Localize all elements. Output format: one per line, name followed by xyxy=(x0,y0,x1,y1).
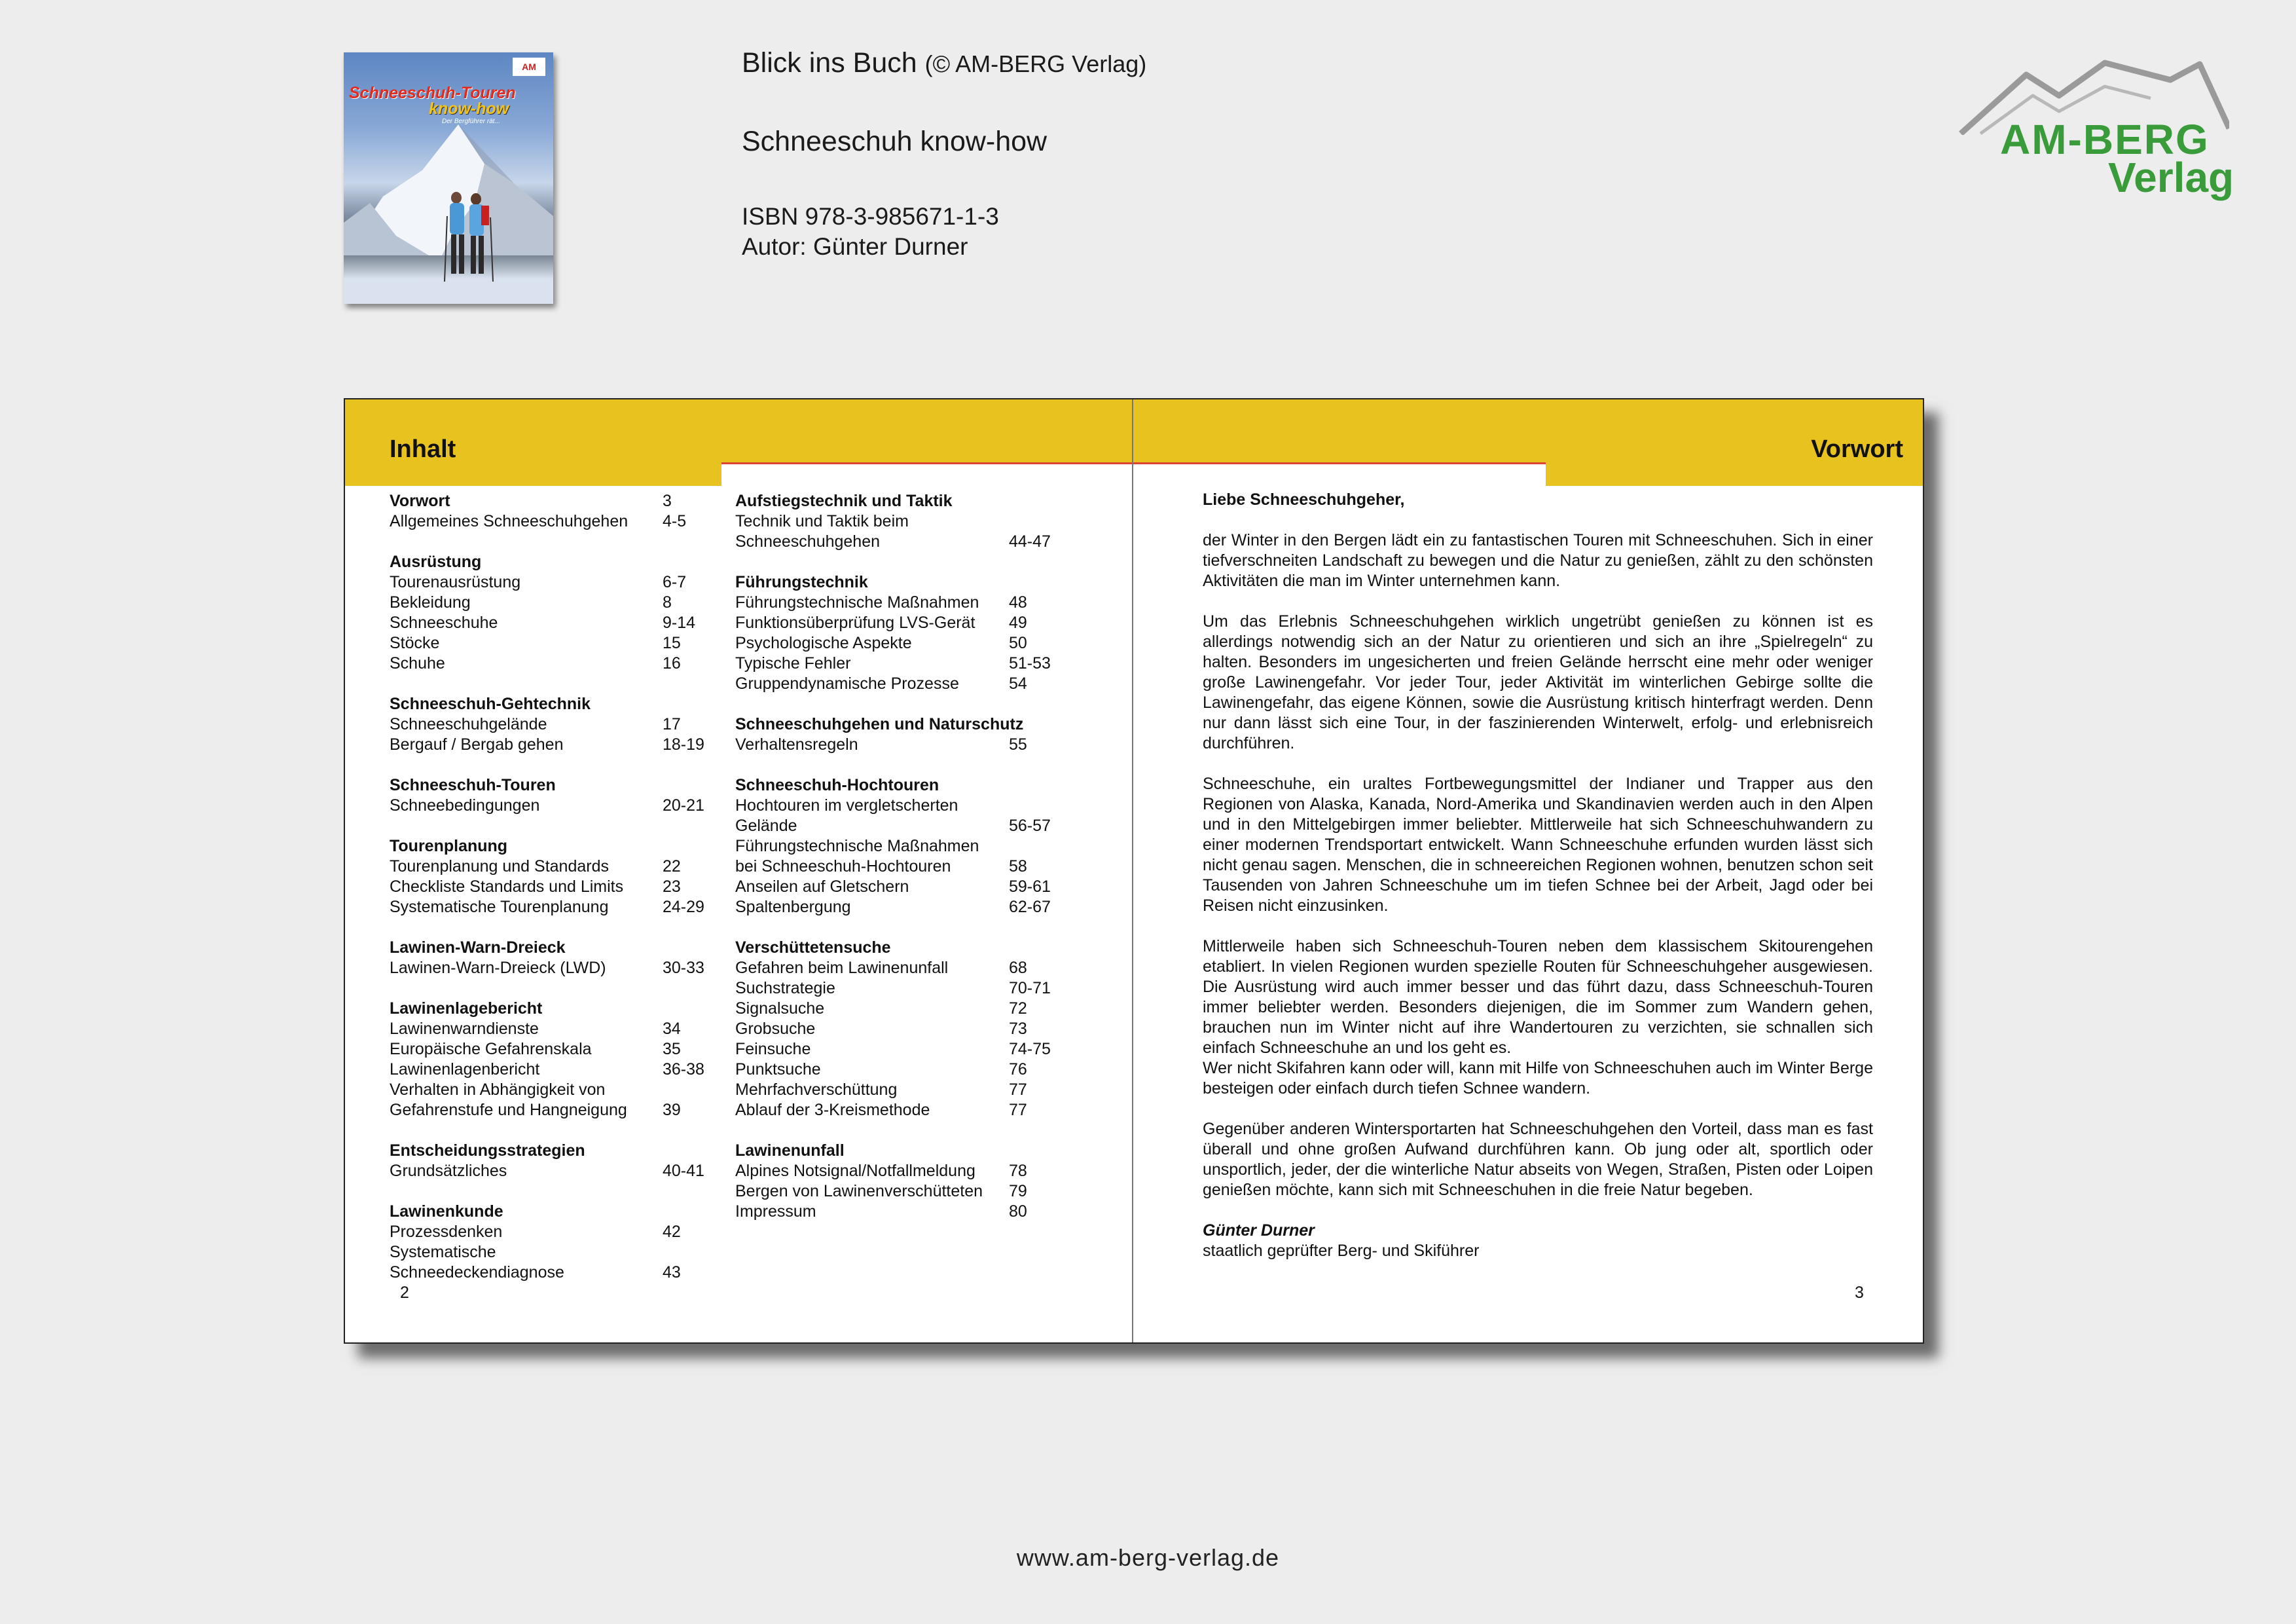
toc-entry xyxy=(735,897,1063,917)
toc-entry xyxy=(390,877,710,897)
toc-entry-title: Tourenausrüstung xyxy=(390,573,521,591)
toc-entry-title: Grobsuche xyxy=(735,1020,816,1038)
toc-entry-page: 59-61 xyxy=(1009,877,1051,896)
toc-entry-title: Europäische Gefahrenskala xyxy=(390,1040,592,1058)
right-band-notch xyxy=(1133,462,1546,490)
toc-entry xyxy=(390,938,710,958)
author: Autor: Günter Durner xyxy=(742,233,968,260)
logo-brand-name: AM-BERG xyxy=(2000,116,2210,163)
isbn: ISBN 978-3-985671-1-3 xyxy=(742,203,999,230)
toc-entry-title: Lawinenwarndienste xyxy=(390,1020,539,1038)
toc-entry xyxy=(735,714,1063,735)
toc-entry-page: 49 xyxy=(1009,614,1027,632)
toc-entry-page: 77 xyxy=(1009,1080,1027,1099)
toc-entry-title: Lawinenunfall xyxy=(735,1141,845,1160)
signature-title: staatlich geprüfter Berg- und Skiführer xyxy=(1203,1242,1480,1260)
toc-entry-title: Mehrfachverschüttung xyxy=(735,1080,898,1099)
signature-name: Günter Durner xyxy=(1203,1221,1315,1240)
toc-entry-page: 42 xyxy=(663,1223,681,1241)
toc-entry-page: 15 xyxy=(663,634,681,652)
toc-entry-title: Checkliste Standards und Limits xyxy=(390,877,624,896)
toc-entry-page: 30-33 xyxy=(663,959,704,977)
toc-entry-title: Bergen von Lawinenverschütteten xyxy=(735,1182,983,1200)
toc-entry xyxy=(735,958,1063,978)
toc-entry-title: Punktsuche xyxy=(735,1060,821,1079)
toc-entry xyxy=(390,674,710,694)
toc-entry xyxy=(735,1161,1063,1181)
toc-entry-page: 62-67 xyxy=(1009,898,1051,916)
toc-entry-page: 8 xyxy=(663,593,672,612)
toc-entry xyxy=(735,572,1063,593)
toc-entry xyxy=(390,572,710,593)
foreword-paragraph-2: Um das Erlebnis Schneeschuhgehen wirklich ungetrübt genießen zu können ist es allerdings notwendig sich an der Natur zu orientieren und sich an ihre „Spielregeln“ zu halten. Besonders im ungesicherten und freien Gelände herrscht eine mehr oder weniger große Lawinengefahr. Vor jeder Tour, jeder Aktivität im winterlichen Gebirge sollte die Lawinengefahr, das eigene Können, sowie die Ausrüstung kritisch hinterfragt werden. Denn nur dann lässt sich eine Tour, in der faszinierenden Winterwelt, erfolg- und erlebnisreich durchführen. xyxy=(1203,612,1873,752)
toc-entry xyxy=(390,1141,710,1161)
toc-entry xyxy=(390,491,710,511)
toc-entry-title: Schneebedingungen xyxy=(390,796,540,815)
toc-entry-title: Lawinenlagebericht xyxy=(390,999,543,1018)
toc-entry xyxy=(735,735,1063,755)
toc-entry xyxy=(735,552,1063,572)
toc-entry-title: Verhalten in Abhängigkeit von xyxy=(390,1080,606,1099)
toc-column-2 xyxy=(735,491,1063,1222)
right-page-heading: Vorwort xyxy=(1811,435,1903,463)
toc-entry-title: Verhaltensregeln xyxy=(735,735,858,754)
toc-entry xyxy=(735,532,1063,552)
toc-entry xyxy=(390,1100,710,1120)
toc-entry xyxy=(390,1120,710,1141)
toc-entry-page: 68 xyxy=(1009,959,1027,977)
toc-entry-title: Tourenplanung xyxy=(390,837,508,855)
toc-entry-page: 40-41 xyxy=(663,1162,704,1180)
toc-entry-title: Schuhe xyxy=(390,654,445,673)
toc-entry-page: 48 xyxy=(1009,593,1027,612)
foreword-text xyxy=(1203,490,1873,1261)
toc-entry xyxy=(390,1222,710,1242)
book-spread xyxy=(344,398,1924,1344)
toc-entry xyxy=(390,958,710,978)
toc-entry-page: 51-53 xyxy=(1009,654,1051,673)
toc-entry xyxy=(390,917,710,938)
toc-entry-title: Typische Fehler xyxy=(735,654,851,673)
toc-entry xyxy=(390,1242,710,1263)
toc-entry xyxy=(735,857,1063,877)
toc-entry-title: Führungstechnik xyxy=(735,573,868,591)
toc-entry xyxy=(735,633,1063,654)
toc-entry xyxy=(390,816,710,836)
toc-entry-page: 4-5 xyxy=(663,512,687,530)
toc-entry-title: Bekleidung xyxy=(390,593,471,612)
foreword-paragraph-5: Wer nicht Skifahren kann oder will, kann mit Hilfe von Schneeschuhen auch im Winter Berge besteigen oder einfach durch tiefen Schnee wandern. xyxy=(1203,1059,1873,1098)
toc-entry-title: Gefahrenstufe und Hangneigung xyxy=(390,1101,627,1119)
toc-entry xyxy=(390,735,710,755)
toc-entry xyxy=(390,613,710,633)
right-page-number: 3 xyxy=(1855,1283,1864,1302)
toc-entry-title: Impressum xyxy=(735,1202,816,1221)
toc-entry xyxy=(735,836,1063,857)
toc-entry xyxy=(390,1181,710,1202)
toc-entry-page: 3 xyxy=(663,492,672,510)
toc-entry-page: 50 xyxy=(1009,634,1027,652)
toc-column-1 xyxy=(390,491,710,1283)
toc-entry xyxy=(390,775,710,796)
toc-entry-title: Lawinenlagenbericht xyxy=(390,1060,540,1079)
toc-entry-title: Technik und Taktik beim xyxy=(735,512,909,530)
toc-entry-page: 17 xyxy=(663,715,681,733)
toc-entry xyxy=(390,1080,710,1100)
toc-entry xyxy=(735,775,1063,796)
toc-entry-title: Gruppendynamische Prozesse xyxy=(735,674,959,693)
toc-entry-title: Feinsuche xyxy=(735,1040,811,1058)
toc-entry-title: Aufstiegstechnik und Taktik xyxy=(735,492,953,510)
toc-entry-title: Lawinen-Warn-Dreieck (LWD) xyxy=(390,959,606,977)
toc-entry xyxy=(390,694,710,714)
left-band-notch xyxy=(721,462,1132,490)
toc-entry xyxy=(735,1202,1063,1222)
toc-entry-title: Spaltenbergung xyxy=(735,898,851,916)
toc-entry-title: Verschüttetensuche xyxy=(735,938,891,957)
toc-entry xyxy=(735,1080,1063,1100)
toc-entry-title: Gefahren beim Lawinenunfall xyxy=(735,959,949,977)
toc-entry-title: Schneeschuh-Touren xyxy=(390,776,556,794)
foreword-paragraph-1: der Winter in den Bergen lädt ein zu fantastischen Touren mit Schneeschuhen. Sich in einer tiefverschneiten Landschaft zu bewegen und die Natur zu genießen, zählt zu den schönsten Aktivitäten die man im Winter unternehmen kann. xyxy=(1203,531,1873,590)
toc-entry xyxy=(390,654,710,674)
toc-entry-title: Tourenplanung und Standards xyxy=(390,857,609,876)
toc-entry-page: 78 xyxy=(1009,1162,1027,1180)
toc-entry xyxy=(735,1039,1063,1060)
toc-entry-title: Entscheidungsstrategien xyxy=(390,1141,585,1160)
toc-entry xyxy=(390,1263,710,1283)
toc-entry xyxy=(735,978,1063,999)
toc-entry xyxy=(735,796,1063,816)
logo-brand-sub: Verlag xyxy=(2108,154,2234,201)
toc-entry xyxy=(735,694,1063,714)
toc-entry-page: 70-71 xyxy=(1009,979,1051,997)
toc-entry-page: 44-47 xyxy=(1009,532,1051,551)
toc-entry-title: Funktionsüberprüfung LVS-Gerät xyxy=(735,614,975,632)
toc-entry-title: Systematische Tourenplanung xyxy=(390,898,609,916)
toc-entry xyxy=(390,714,710,735)
toc-entry-page: 72 xyxy=(1009,999,1027,1018)
book-cover-image xyxy=(344,52,553,304)
toc-entry xyxy=(735,491,1063,511)
copyright-note: (© AM-BERG Verlag) xyxy=(924,50,1147,77)
toc-entry-title: Psychologische Aspekte xyxy=(735,634,912,652)
toc-entry-title: bei Schneeschuh-Hochtouren xyxy=(735,857,951,876)
toc-entry-title: Allgemeines Schneeschuhgehen xyxy=(390,512,629,530)
toc-entry xyxy=(390,1039,710,1060)
toc-entry xyxy=(390,836,710,857)
book-spine xyxy=(1132,399,1133,1342)
toc-entry xyxy=(390,978,710,999)
preview-title-line xyxy=(742,47,1146,79)
toc-entry-title: Ausrüstung xyxy=(390,553,482,571)
toc-entry-page: 43 xyxy=(663,1263,681,1282)
toc-entry-title: Ablauf der 3-Kreismethode xyxy=(735,1101,930,1119)
toc-entry-page: 39 xyxy=(663,1101,681,1119)
toc-entry-page: 76 xyxy=(1009,1060,1027,1079)
toc-entry-title: Schneeschuh-Hochtouren xyxy=(735,776,939,794)
toc-entry xyxy=(390,1019,710,1039)
toc-entry-title: Bergauf / Bergab gehen xyxy=(390,735,564,754)
publisher-logo xyxy=(1954,56,2234,201)
toc-entry-title: Stöcke xyxy=(390,634,440,652)
toc-entry-page: 73 xyxy=(1009,1020,1027,1038)
cover-subtitle: know-how xyxy=(429,100,509,118)
toc-entry xyxy=(735,1181,1063,1202)
toc-entry-title: Hochtouren im vergletscherten xyxy=(735,796,958,815)
foreword-paragraph-3: Schneeschuhe, ein uraltes Fortbewegungsmittel der Indianer und Trapper aus den Regionen von Alaska, Kanada, Nord-Amerika und Skandinavien werden auch in den Alpen und in den Mittelgebirgen immer beliebter. Mittlerweile hat sich Schneeschuhwandern zu einer modernen Trendsportart entwickelt. Wann Schneeschuhe erfunden wurden lässt sich nicht genau sagen. Menschen, die in schneereichen Regionen wohnen, benutzen schon seit Tausenden von Jahren Schneeschuhe um im tiefen Schnee bei der Arbeit, Jagd oder bei Reisen nicht einzusinken. xyxy=(1203,775,1873,915)
toc-entry-title: Schneeschuhe xyxy=(390,614,498,632)
toc-entry xyxy=(735,1141,1063,1161)
snowshoe-hikers-illustration xyxy=(442,183,494,288)
left-page-heading: Inhalt xyxy=(390,435,456,463)
toc-entry xyxy=(390,1202,710,1222)
toc-entry xyxy=(390,1161,710,1181)
toc-entry-title: Führungstechnische Maßnahmen xyxy=(735,593,979,612)
toc-entry-page: 56-57 xyxy=(1009,817,1051,835)
preview-title: Blick ins Buch xyxy=(742,47,917,79)
toc-entry-title: Suchstrategie xyxy=(735,979,835,997)
toc-entry-title: Grundsätzliches xyxy=(390,1162,507,1180)
toc-entry xyxy=(390,857,710,877)
toc-entry-page: 77 xyxy=(1009,1101,1027,1119)
toc-entry xyxy=(390,593,710,613)
toc-entry-page: 74-75 xyxy=(1009,1040,1051,1058)
toc-entry-page: 80 xyxy=(1009,1202,1027,1221)
toc-entry-page: 20-21 xyxy=(663,796,704,815)
toc-entry xyxy=(735,1100,1063,1120)
cover-tagline: Der Bergführer rät... xyxy=(442,118,500,125)
toc-entry-title: Vorwort xyxy=(390,492,450,510)
foreword-paragraph-6: Gegenüber anderen Wintersportarten hat Schneeschuhgehen den Vorteil, dass man es fast überall und ohne großen Aufwand durchführen kann. Ob jung oder alt, sportlich oder unsportlich, jeder, der die winterliche Natur abseits von Wegen, Straßen, Pisten oder Loipen genießen möchte, kann sich mit Schneeschuhen in die freie Natur begeben. xyxy=(1203,1120,1873,1199)
toc-entry-title: Führungstechnische Maßnahmen xyxy=(735,837,979,855)
toc-entry-page: 35 xyxy=(663,1040,681,1058)
website-url[interactable]: www.am-berg-verlag.de xyxy=(1016,1544,1280,1571)
toc-entry-page: 9-14 xyxy=(663,614,696,632)
toc-entry xyxy=(390,897,710,917)
toc-entry-page: 16 xyxy=(663,654,681,673)
toc-entry xyxy=(735,674,1063,694)
toc-entry xyxy=(390,796,710,816)
toc-entry-title: Schneeschuhgehen und Naturschutz xyxy=(735,715,1024,733)
toc-entry xyxy=(735,917,1063,938)
toc-entry-title: Lawinenkunde xyxy=(390,1202,503,1221)
toc-entry xyxy=(390,633,710,654)
toc-entry xyxy=(735,593,1063,613)
left-page-number: 2 xyxy=(400,1283,409,1302)
toc-entry xyxy=(390,511,710,532)
toc-entry xyxy=(735,1060,1063,1080)
toc-entry-title: Schneeschuhgehen xyxy=(735,532,881,551)
toc-entry-title: Signalsuche xyxy=(735,999,825,1018)
toc-entry xyxy=(390,552,710,572)
toc-entry-page: 24-29 xyxy=(663,898,704,916)
toc-entry xyxy=(735,654,1063,674)
book-title: Schneeschuh know-how xyxy=(742,126,1048,157)
toc-entry-page: 55 xyxy=(1009,735,1027,754)
toc-entry-title: Systematische xyxy=(390,1243,496,1261)
toc-entry xyxy=(735,755,1063,775)
toc-entry xyxy=(390,532,710,552)
toc-entry-page: 23 xyxy=(663,877,681,896)
toc-entry xyxy=(735,1019,1063,1039)
toc-entry-title: Schneeschuhgelände xyxy=(390,715,547,733)
toc-entry xyxy=(735,999,1063,1019)
toc-entry-title: Schneeschuh-Gehtechnik xyxy=(390,695,591,713)
toc-entry-page: 6-7 xyxy=(663,573,687,591)
cover-publisher-logo: AM xyxy=(513,58,545,76)
toc-entry-title: Lawinen-Warn-Dreieck xyxy=(390,938,566,957)
toc-entry xyxy=(735,816,1063,836)
toc-entry xyxy=(390,755,710,775)
toc-entry-page: 54 xyxy=(1009,674,1027,693)
toc-entry xyxy=(735,1120,1063,1141)
toc-entry-page: 79 xyxy=(1009,1182,1027,1200)
toc-entry-page: 34 xyxy=(663,1020,681,1038)
toc-entry-title: Schneedeckendiagnose xyxy=(390,1263,564,1282)
toc-entry xyxy=(735,877,1063,897)
toc-entry xyxy=(735,613,1063,633)
toc-entry-title: Alpines Notsignal/Notfallmeldung xyxy=(735,1162,975,1180)
toc-entry-title: Anseilen auf Gletschern xyxy=(735,877,909,896)
cover-title: Schneeschuh-Touren xyxy=(349,84,516,102)
toc-entry xyxy=(735,938,1063,958)
toc-entry-title: Prozessdenken xyxy=(390,1223,503,1241)
toc-entry-page: 36-38 xyxy=(663,1060,704,1079)
toc-entry-page: 58 xyxy=(1009,857,1027,876)
toc-entry-page: 22 xyxy=(663,857,681,876)
toc-entry xyxy=(390,1060,710,1080)
foreword-paragraph-4: Mittlerweile haben sich Schneeschuh-Touren neben dem klassischem Skitourengehen etabliert. In vielen Regionen wurden spezielle Routen für Schneeschuhgeher ausgewiesen. Die Ausrüstung wird auch immer besser und das führt dazu, dass Schneeschuh-Touren immer beliebter werden. Besonders diejenigen, die im Sommer zum Wandern gehen, brauchen nun im Winter nicht auf ihre Wandertouren zu verzichten, sie schnallen sich einfach Schneeschuhe an und los geht es. xyxy=(1203,937,1873,1057)
toc-entry xyxy=(390,999,710,1019)
toc-entry-title: Gelände xyxy=(735,817,797,835)
foreword-greeting: Liebe Schneeschuhgeher, xyxy=(1203,490,1405,509)
toc-entry-page: 18-19 xyxy=(663,735,704,754)
toc-entry xyxy=(735,511,1063,532)
